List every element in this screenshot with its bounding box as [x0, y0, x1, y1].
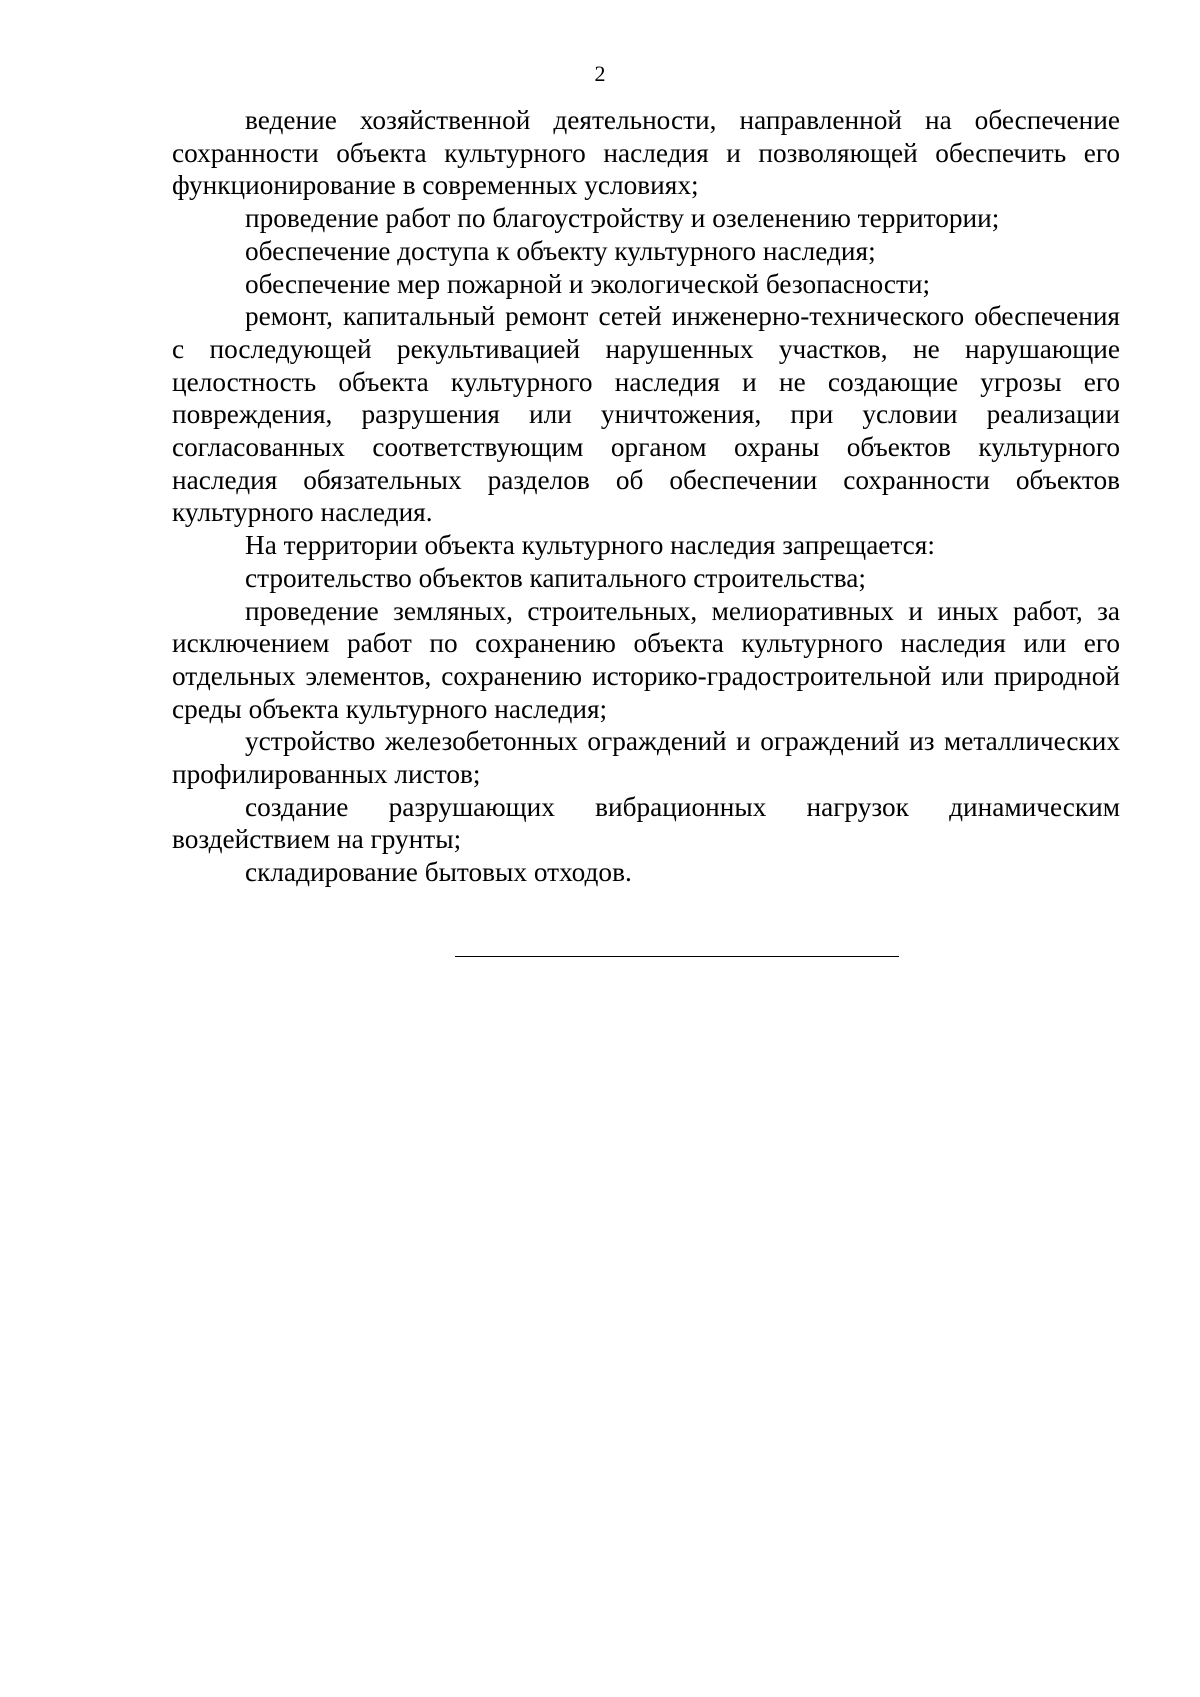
paragraph-fencing-ban: устройство железобетонных ограждений и ограждений из металлических профилированных листов;	[172, 726, 1120, 790]
paragraph-waste-ban: складирование бытовых отходов.	[245, 857, 632, 888]
paragraph-construction-ban: строительство объектов капитального строительства;	[245, 562, 866, 593]
page-number: 2	[594, 61, 606, 86]
paragraph-prohibitions-heading: На территории объекта культурного наследия запрещается:	[245, 530, 935, 561]
paragraph-landscaping: проведение работ по благоустройству и озеленению территории;	[245, 203, 1000, 234]
paragraph-fire-safety: обеспечение мер пожарной и экологической безопасности;	[245, 268, 931, 299]
paragraph-utility-repair: ремонт, капитальный ремонт сетей инженерно-технического обеспечения с последующей рекультивацией нарушенных участков, не нарушающие целостность объекта культурного наследия и не создающие угрозы его повреждения, разрушения или уничтожения, при условии реализации согласованных соответствующим органом охраны объектов культурного наследия обязательных разделов об обеспечении сохранности объектов культурного наследия.	[172, 301, 1120, 528]
paragraph-economic-activity: ведение хозяйственной деятельности, направленной на обеспечение сохранности объекта культурного наследия и позволяющей обеспечить его функционирование в современных условиях;	[172, 105, 1120, 201]
paragraph-access: обеспечение доступа к объекту культурного наследия;	[245, 235, 876, 266]
end-divider-line	[455, 956, 899, 957]
paragraph-earthworks-ban: проведение земляных, строительных, мелиоративных и иных работ, за исключением работ по сохранению объекта культурного наследия или его отдельных элементов, сохранению историко-градостроительной или природной среды объекта культурного наследия;	[172, 595, 1120, 724]
document-body	[172, 104, 1120, 889]
paragraph-vibration-ban: создание разрушающих вибрационных нагрузок динамическим воздействием на грунты;	[172, 791, 1120, 855]
